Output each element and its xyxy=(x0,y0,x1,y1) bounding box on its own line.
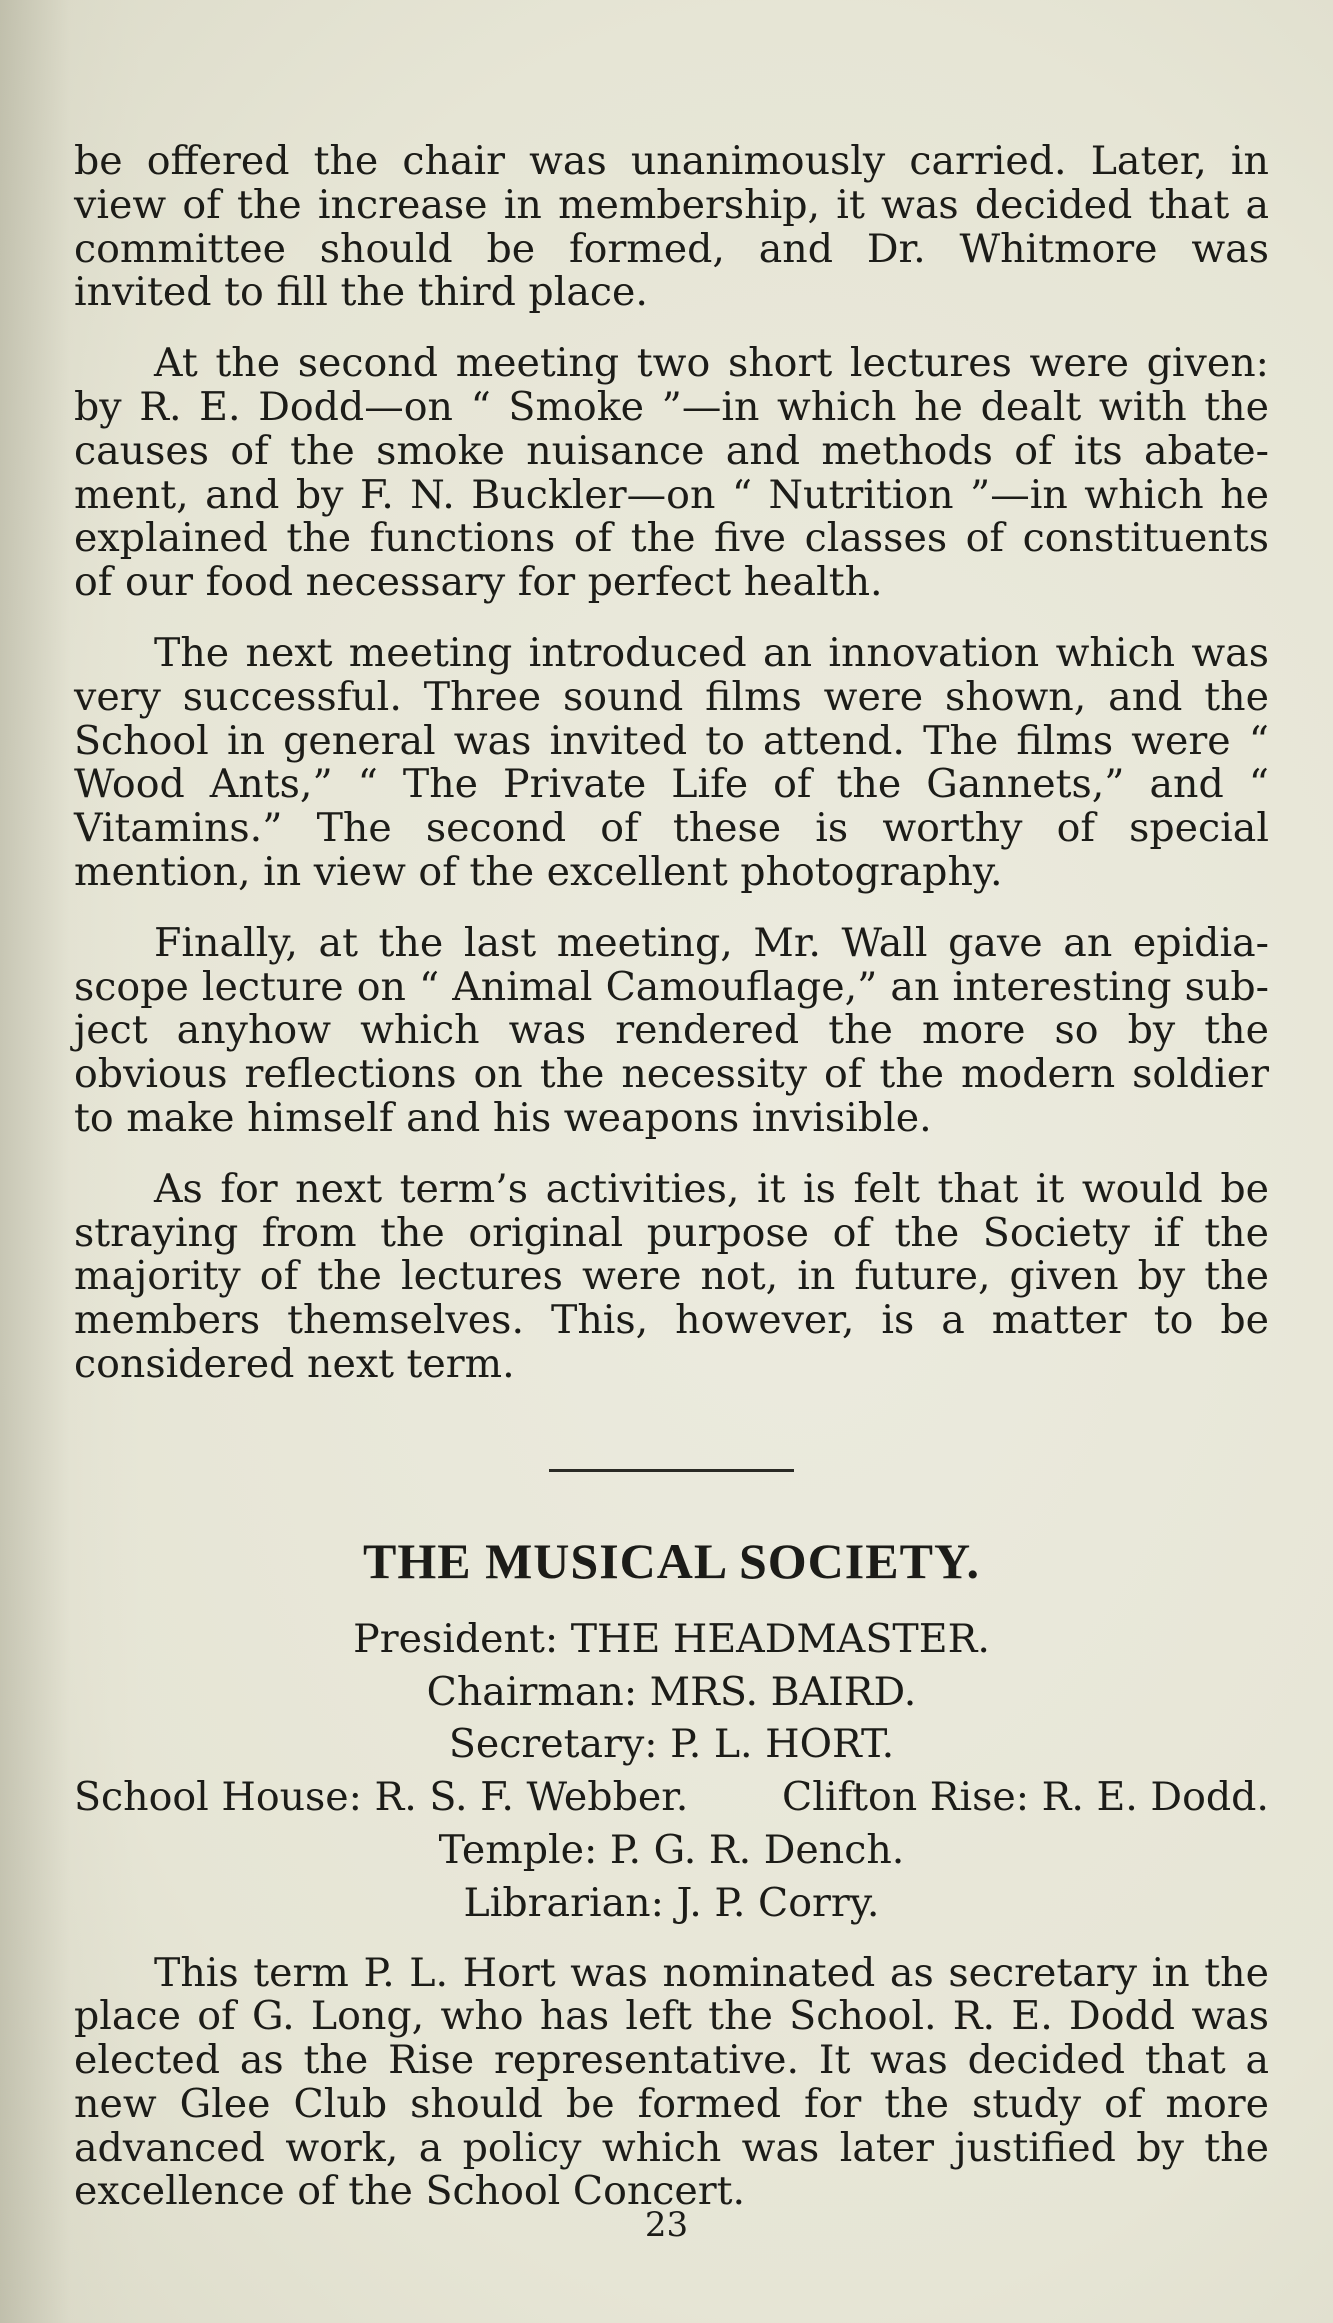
paragraph-last-meeting: Finally, at the last meeting, Mr. Wall gave an epidiascope lecture on “ Animal Camouflage,” an interesting subject anyhow which was rendered the more so by the obvious reflections on the necessity of the modern soldier to make himself and his weapons invisible. xyxy=(74,919,1269,1141)
officer-school-house: School House: R. S. F. Webber. xyxy=(74,1774,689,1821)
officer-temple: Temple: P. G. R. Dench. xyxy=(438,1826,905,1873)
officer-secretary: Secretary: P. L. HORT. xyxy=(448,1721,895,1768)
paragraph-chair-carried: be offered the chair was unanimously carried. Later, in view of the increase in membership, it was decided that a committee should be formed, and Dr. Whitmore was invited to fill the third place. xyxy=(74,138,1269,316)
paragraph-second-meeting: At the second meeting two short lectures were given: by R. E. Dodd—on “ Smoke ”—in which he dealt with the causes of the smoke nuisance and methods of its abatement, and by F. N. Buckler—on “ Nutrition ”—in which he explained the functions of the five classes of constituents of our food necessary for perfect health. xyxy=(74,340,1269,606)
page-body xyxy=(74,140,1269,2241)
paragraph-musical-society: This term P. L. Hort was nominated as secretary in the place of G. Long, who has left the School. R. E. Dodd was elected as the Rise representative. It was decided that a new Glee Club should be formed for the study of more advanced work, a policy which was later justified by the excellence of the School Concert. xyxy=(74,1949,1269,2215)
paragraph-sound-films: The next meeting introduced an innovation which was very successful. Three sound films were shown, and the School in general was invited to attend. The films were “ Wood Ants,” “ The Private Life of the Gannets,” and “ Vitamins.” The second of these is worthy of special mention, in view of the excellent photography. xyxy=(74,629,1269,895)
musical-society-title: THE MUSICAL SOCIETY. xyxy=(363,1532,980,1589)
paragraph-next-term: As for next term’s activities, it is felt that it would be straying from the original purpose of the Society if the majority of the lectures were not, in future, given by the members themselves. This, however, is a matter to be considered next term. xyxy=(74,1165,1269,1387)
officer-librarian: Librarian: J. P. Corry. xyxy=(463,1879,880,1926)
officer-president: President: THE HEADMASTER. xyxy=(353,1615,990,1662)
officer-house-representatives xyxy=(74,1776,1269,1820)
page-number: 23 xyxy=(644,2205,689,2245)
section-divider xyxy=(549,1469,794,1472)
officer-clifton-rise: Clifton Rise: R. E. Dodd. xyxy=(781,1774,1269,1821)
officer-chairman: Chairman: MRS. BAIRD. xyxy=(426,1668,917,1715)
